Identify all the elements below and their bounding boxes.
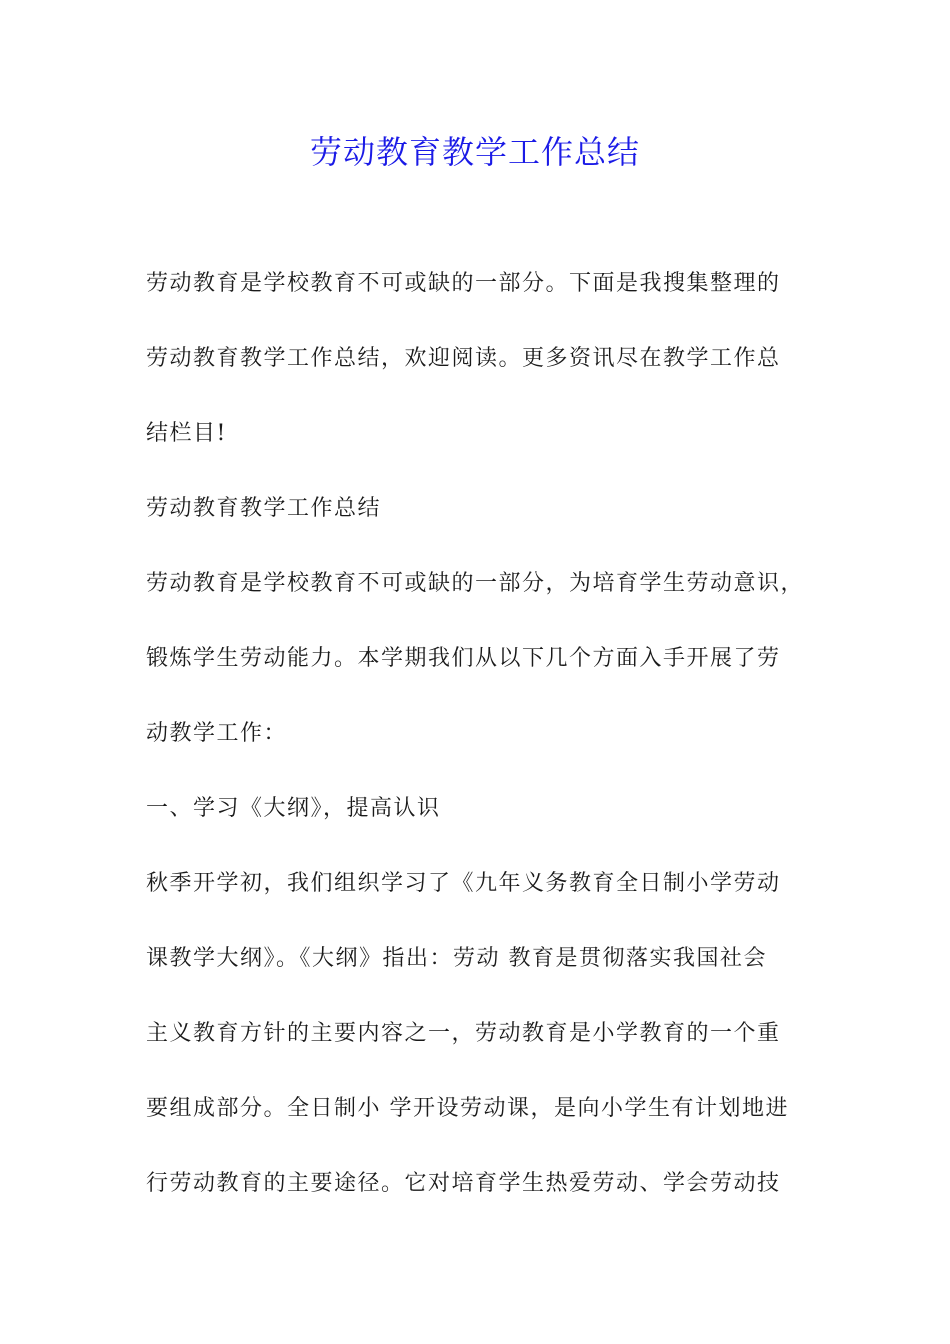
paragraph-line: 锻炼学生劳动能力。本学期我们从以下几个方面入手开展了劳 bbox=[146, 646, 781, 671]
paragraph-line: 结栏目! bbox=[146, 421, 227, 446]
paragraph-line: 劳动教育教学工作总结，欢迎阅读。更多资讯尽在教学工作总 bbox=[146, 346, 781, 371]
paragraph-line: 要组成部分。全日制小 学开设劳动课，是向小学生有计划地进 bbox=[146, 1096, 789, 1121]
paragraph-line: 行劳动教育的主要途径。它对培育学生热爱劳动、学会劳动技 bbox=[146, 1171, 781, 1196]
document-title: 劳动教育教学工作总结 bbox=[309, 133, 640, 171]
paragraph-line: 劳动教育是学校教育不可或缺的一部分。下面是我搜集整理的 bbox=[146, 271, 781, 296]
paragraph-line: 课教学大纲》。《大纲》指出：劳动 教育是贯彻落实我国社会 bbox=[146, 946, 767, 971]
document-body bbox=[146, 262, 812, 1237]
paragraph-line: 动教学工作： bbox=[146, 721, 288, 746]
paragraph-line: 劳动教育是学校教育不可或缺的一部分，为培育学生劳动意识， bbox=[146, 571, 805, 596]
paragraph-line: 主义教育方针的主要内容之一，劳动教育是小学教育的一个重 bbox=[146, 1021, 781, 1046]
section-heading: 一、学习《大纲》，提高认识 bbox=[146, 796, 441, 821]
section-heading: 劳动教育教学工作总结 bbox=[146, 496, 382, 521]
paragraph-line: 秋季开学初，我们组织学习了《九年义务教育全日制小学劳动 bbox=[146, 871, 781, 896]
